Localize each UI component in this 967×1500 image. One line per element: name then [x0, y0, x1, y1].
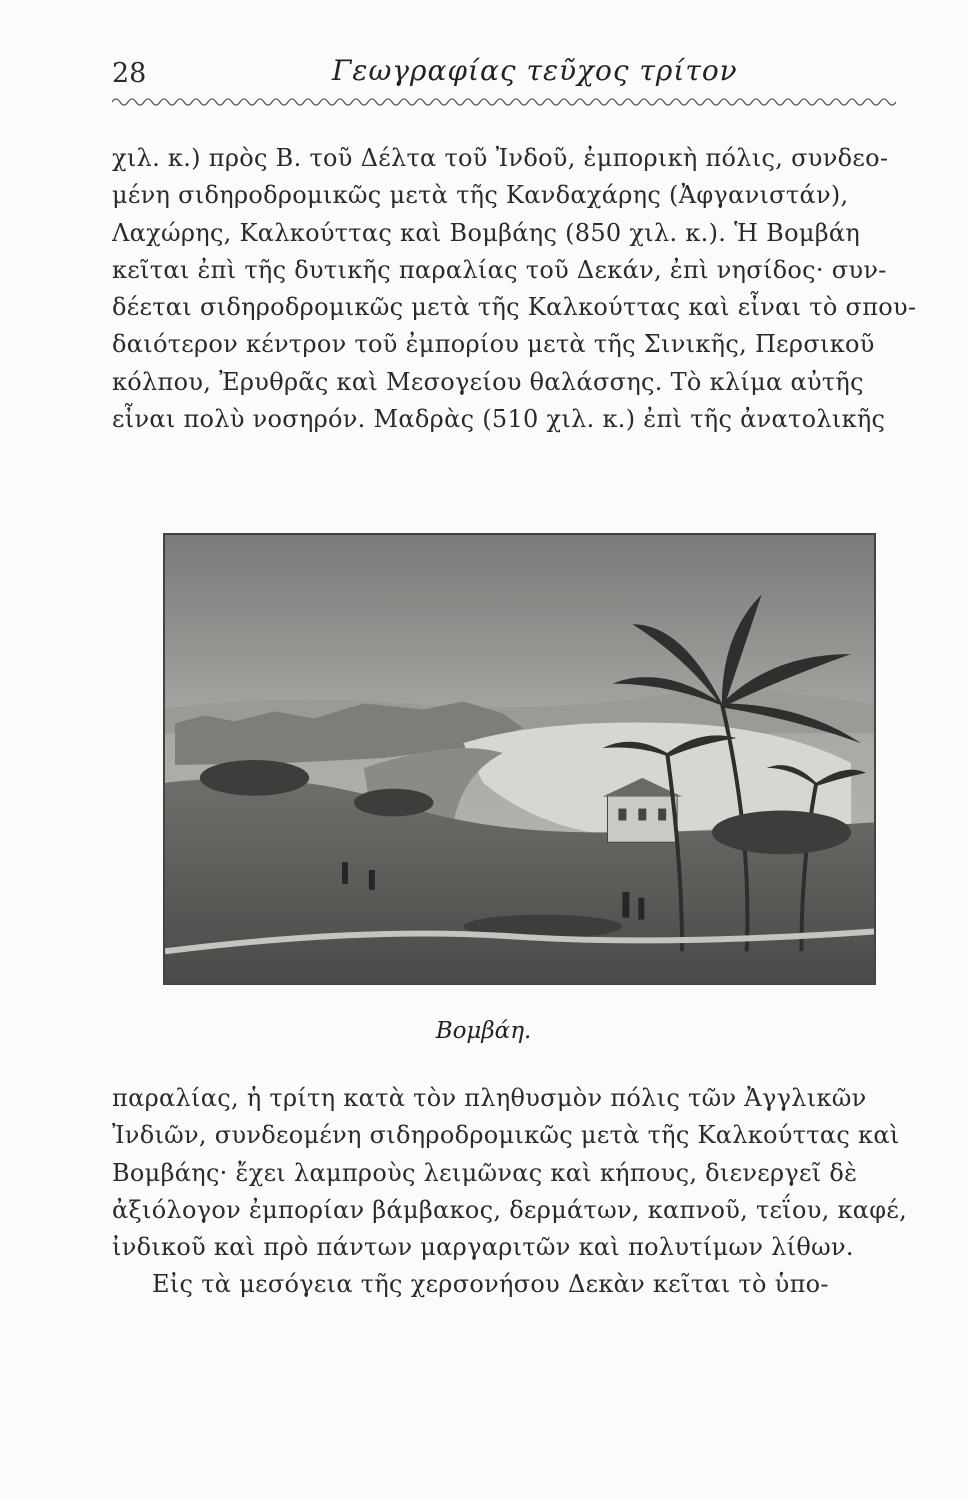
text-line: δέεται σιδηροδρομικῶς μετὰ τῆς Καλκούττας καὶ εἶναι τὸ σπου-	[112, 293, 917, 322]
text-line: μένη σιδηροδρομικῶς μετὰ τῆς Κανδαχάρης (Ἀφγανιστάν),	[112, 181, 849, 210]
text-line: Εἰς τὰ μεσόγεια τῆς χερσονήσου Δεκὰν κεῖται τὸ ὑπο-	[152, 1270, 829, 1299]
text-line: κεῖται ἐπὶ τῆς δυτικῆς παραλίας τοῦ Δεκάν, ἐπὶ νησίδος· συν-	[112, 255, 887, 284]
text-line: δαιότερον κέντρον τοῦ ἐμπορίου μετὰ τῆς Σινικῆς, Περσικοῦ	[112, 330, 875, 359]
text-line: εἶναι πολὺ νοσηρόν. Μαδρὰς (510 χιλ. κ.) ἐπὶ τῆς ἀνατολικῆς	[112, 405, 886, 434]
text-line: Βομβάης· ἔχει λαμπροὺς λειμῶνας καὶ κήπους, διενεργεῖ δὲ	[112, 1158, 858, 1187]
paragraph-top	[112, 140, 917, 438]
text-line: παραλίας, ἡ τρίτη κατὰ τὸν πληθυσμὸν πόλις τῶν Ἀγγλικῶν	[112, 1084, 867, 1112]
paragraph-bottom	[112, 1080, 908, 1304]
text-line: Λαχώρης, Καλκούττας καὶ Βομβάης (850 χιλ. κ.). Ἡ Βομβάη	[112, 218, 861, 247]
text-line: χιλ. κ.) πρὸς Β. τοῦ Δέλτα τοῦ Ἰνδοῦ, ἐμπορικὴ πόλις, συνδεο-	[112, 144, 889, 172]
wavy-rule	[112, 92, 896, 112]
text-line: ἰνδικοῦ καὶ πρὸ πάντων μαργαριτῶν καὶ πολυτίμων λίθων.	[112, 1233, 854, 1262]
text-line: Ἰνδιῶν, συνδεομένη σιδηροδρομικῶς μετὰ τῆς Καλκούττας καὶ	[112, 1121, 900, 1150]
text-line: κόλπου, Ἐρυθρᾶς καὶ Μεσογείου θαλάσσης. Τὸ κλίμα αὐτῆς	[112, 367, 864, 396]
figure-caption: Βομβάη.	[435, 1018, 532, 1044]
running-title: Γεωγραφίας τεῦχος τρίτον	[332, 54, 738, 87]
page-number: 28	[112, 58, 147, 89]
bombay-engraving	[163, 533, 876, 985]
text-line: ἀξιόλογον ἐμπορίαν βάμβακος, δερμάτων, καπνοῦ, τεΐου, καφέ,	[112, 1195, 908, 1224]
